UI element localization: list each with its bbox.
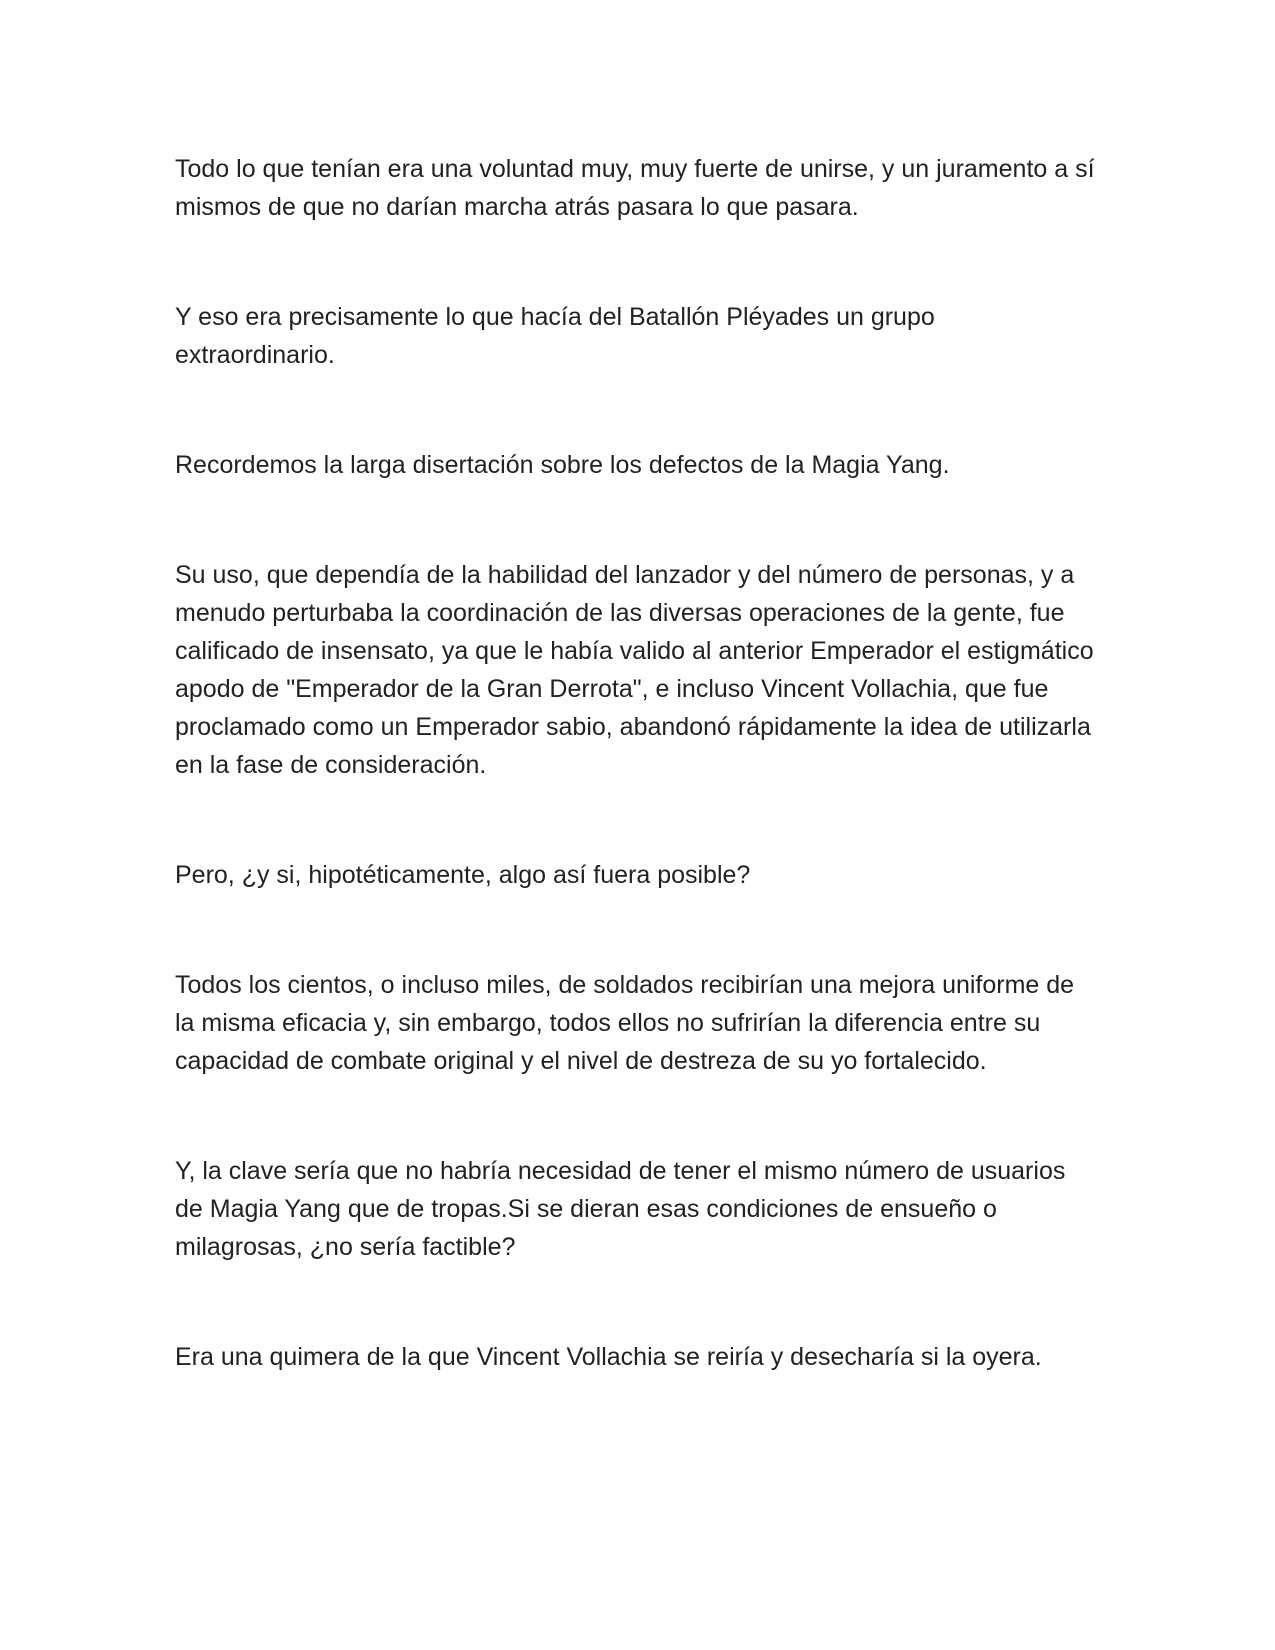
paragraph-3: Recordemos la larga disertación sobre los defectos de la Magia Yang.: [175, 451, 950, 479]
paragraph-6: Todos los cientos, o incluso miles, de soldados recibirían una mejora uniforme de la misma eficacia y, sin embargo, todos ellos no sufrirían la diferencia entre su capacidad de combate original y el nivel de destreza de su yo fortalecido.: [175, 971, 1075, 1075]
paragraph-2: Y eso era precisamente lo que hacía del Batallón Pléyades un grupo extraordinario.: [175, 303, 935, 369]
paragraph-1: Todo lo que tenían era una voluntad muy, muy fuerte de unirse, y un juramento a sí mismos de que no darían marcha atrás pasara lo que pasara.: [175, 155, 1095, 221]
document-body: [175, 150, 1095, 1448]
paragraph-4: Su uso, que dependía de la habilidad del lanzador y del número de personas, y a menudo perturbaba la coordinación de las diversas operaciones de la gente, fue calificado de insensato, ya que le había valido al anterior Emperador el estigmático apodo de "Emperador de la Gran Derrota", e incluso Vincent Vollachia, que fue proclamado como un Emperador sabio, abandonó rápidamente la idea de utilizarla en la fase de consideración.: [175, 561, 1094, 779]
paragraph-8: Era una quimera de la que Vincent Vollachia se reiría y desecharía si la oyera.: [175, 1343, 1042, 1371]
paragraph-5: Pero, ¿y si, hipotéticamente, algo así fuera posible?: [175, 861, 751, 889]
paragraph-7: Y, la clave sería que no habría necesidad de tener el mismo número de usuarios de Magia Yang que de tropas.Si se dieran esas condiciones de ensueño o milagrosas, ¿no sería factible?: [175, 1157, 1066, 1261]
